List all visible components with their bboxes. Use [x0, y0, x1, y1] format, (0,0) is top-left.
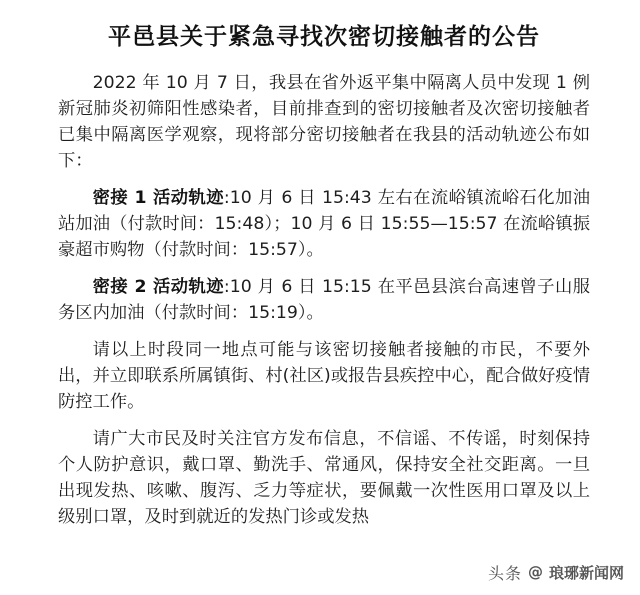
paragraph-heading: 密接 1 活动轨迹: [92, 188, 224, 208]
paragraph-advice: [58, 426, 590, 530]
paragraph-intro: [58, 70, 590, 174]
watermark-brand: 头条: [487, 563, 522, 583]
paragraph-text: 2022 年 10 月 7 日，我县在省外返平集中隔离人员中发现 1 例新冠肺炎初筛阳性感染者，目前排查到的密切接触者及次密切接触者已集中隔离医学观察，现将部分密切接触者在我县的活动轨迹公布如下：: [58, 73, 590, 171]
watermark-at: @: [527, 563, 543, 581]
paragraph-contact-2: [58, 274, 590, 326]
announcement-body: [58, 70, 590, 530]
paragraph-text: :10 月 6 日 15:15 在平邑县滨台高速曾子山服务区内加油（付款时间：15:19）。: [58, 277, 590, 323]
watermark-source: 琅琊新闻网: [548, 563, 624, 582]
paragraph-text: 请以上时段同一地点可能与该密切接触者接触的市民，不要外出，并立即联系所属镇街、村(社区)或报告县疾控中心，配合做好疫情防控工作。: [58, 340, 590, 412]
paragraph-text: :10 月 6 日 15:43 左右在流峪镇流峪石化加油站加油（付款时间：15:48）；10 月 6 日 15:55—15:57 在流峪镇振豪超市购物（付款时间：15:57）。: [58, 188, 590, 260]
announcement-title: 平邑县关于紧急寻找次密切接触者的公告: [108, 24, 540, 50]
paragraph-request: [58, 337, 590, 415]
paragraph-text: 请广大市民及时关注官方发布信息，不信谣、不传谣，时刻保持个人防护意识，戴口罩、勤洗手、常通风，保持安全社交距离。一旦出现发热、咳嗽、腹泻、乏力等症状，要佩戴一次性医用口罩及以上级别口罩，及时到就近的发热门诊或发热: [58, 429, 590, 527]
paragraph-heading: 密接 2 活动轨迹: [92, 277, 224, 297]
paragraph-contact-1: [58, 185, 590, 263]
watermark: [478, 559, 630, 585]
